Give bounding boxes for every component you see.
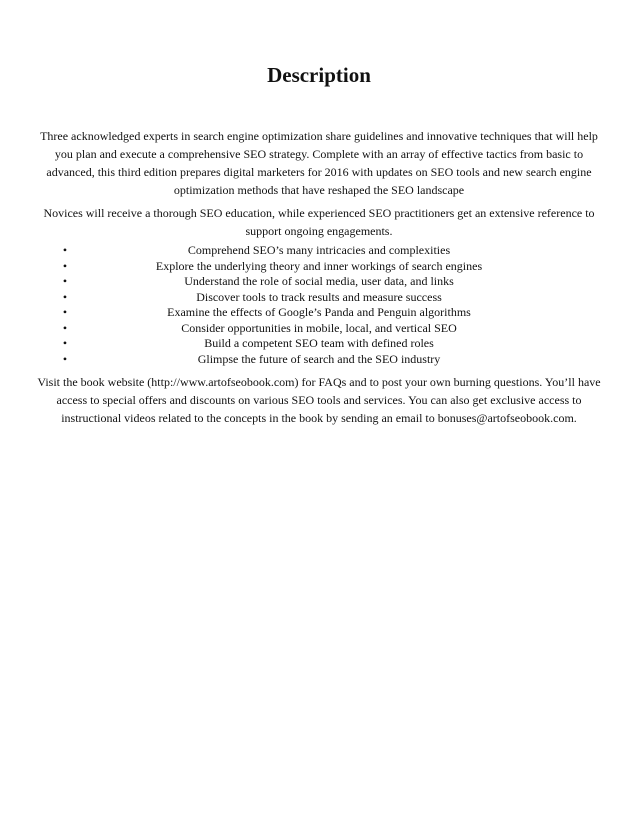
list-item (0, 336, 638, 352)
list-item-text: Glimpse the future of search and the SEO industry (197, 351, 441, 366)
bullet-icon: • (62, 351, 68, 366)
audience-paragraph: Novices will receive a thorough SEO education, while experienced SEO practitioners get an extensive reference to support ongoing engagements. (43, 206, 595, 238)
bullet-icon: • (62, 243, 68, 257)
bullet-icon: • (62, 258, 68, 273)
list-item (0, 243, 638, 259)
page-title: Description (267, 63, 371, 87)
list-item (0, 305, 638, 321)
bullet-icon: • (62, 320, 68, 335)
list-item (0, 352, 638, 368)
list-item-text: Discover tools to track results and measure success (196, 289, 442, 304)
list-item (0, 274, 638, 290)
list-item-text: Consider opportunities in mobile, local, and vertical SEO (181, 320, 457, 335)
closing-paragraph: Visit the book website (http://www.artofseobook.com) for FAQs and to post your own burning questions. You’ll have access to special offers and discounts on various SEO tools and services. You can also get exclusive access to instructional videos related to the concepts in the book by sending an email to bonuses@artofseobook.com. (37, 375, 601, 425)
list-item-text: Examine the effects of Google’s Panda and Penguin algorithms (167, 305, 471, 319)
list-item (0, 259, 638, 275)
bullet-icon: • (62, 336, 68, 350)
list-item-text: Explore the underlying theory and inner workings of search engines (155, 258, 483, 273)
list-item-text: Understand the role of social media, user data, and links (184, 274, 454, 288)
list-item (0, 290, 638, 306)
list-item-text: Build a competent SEO team with defined roles (204, 336, 434, 350)
list-item-text: Comprehend SEO’s many intricacies and complexities (187, 243, 451, 257)
feature-list (0, 243, 638, 367)
bullet-icon: • (62, 289, 68, 304)
intro-paragraph: Three acknowledged experts in search engine optimization share guidelines and innovative techniques that will help you plan and execute a comprehensive SEO strategy. Complete with an array of effective tactics from basic to advanced, this third edition prepares digital marketers for 2016 with updates on SEO tools and new search engine optimization methods that have reshaped the SEO landscape (40, 129, 598, 197)
bullet-icon: • (62, 305, 68, 319)
list-item (0, 321, 638, 337)
bullet-icon: • (62, 274, 68, 288)
